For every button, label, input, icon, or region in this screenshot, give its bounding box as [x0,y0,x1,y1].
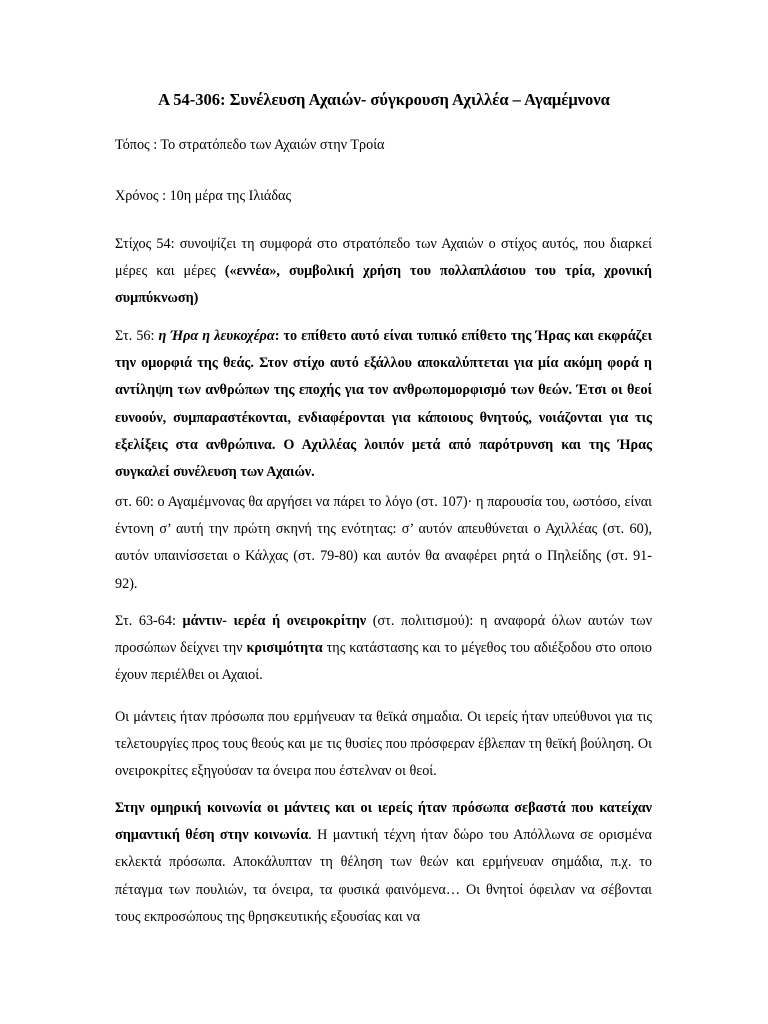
paragraph-verse-63-64-text-1: (στ. πολιτισμού): η αναφορά όλων αυτών των προσώπων δείχνει την [115,613,653,657]
paragraph-verse-56 [115,323,652,486]
place-line: Τόπος : Το στρατόπεδο των Αχαιών στην Τροία [115,137,385,153]
paragraph-verse-60: στ. 60: ο Αγαμέμνονας θα αργήσει να πάρει το λόγο (στ. 107)· η παρουσία του, ωστόσο, είναι έντονη σ’ αυτή την πρώτη σκηνή της ενότητας: σ’ αυτόν απευθύνεται ο Αχιλλέας (στ. 60), αυτόν υπαινίσσεται ο Κάλχας (στ. 79-80) και αυτόν θα αναφέρει ρητά ο Πηλείδης (στ. 91-92). [115,494,652,592]
paragraph-verse-63-64 [115,608,652,690]
paragraph-verse-56-bold-2: Στον στίχο αυτό εξάλλου αποκαλύπτεται για μία ακόμη φορά η αντίληψη των ανθρώπων της εποχής για τον ανθρωπομορφισμό των θεών. Έτσι οι θεοί ευνοούν, συμπαραστέκονται, ενδιαφέρονται για κάποιους θνητούς, νοιάζονται για τις εξελίξεις στα ανθρώπινα. Ο Αχιλλέας λοιπόν μετά από παρότρυνση και της Ήρας συγκαλεί συνέλευση των Αχαιών. [115,355,652,481]
paragraph-verse-63-64-text-2: της κατάστασης και το μέγεθος του αδιέξοδου στο οποιο έχουν περιέλθει οι Αχαιοί. [115,640,652,684]
paragraph-verse-63-64-prefix: Στ. 63-64: [115,613,183,629]
time-line: Χρόνος : 10η μέρα της Ιλιάδας [115,188,292,204]
paragraph-verse-54-text: Στίχος 54: συνοψίζει τη συμφορά στο στρατόπεδο των Αχαιών ο στίχος αυτός, που διαρκεί μέρες και μέρες [115,236,652,280]
paragraph-homeric-society-text: . Η μαντική τέχνη ήταν δώρο του Απόλλωνα σε ορισμένα εκλεκτά πρόσωπα. Αποκάλυπταν τη θέληση των θεών και ερμήνευαν σημάδια, π.χ. το πέταγμα των πουλιών, τα όνειρα, τα φυσικά φαινόμενα… Οι θνητοί όφειλαν να σέβονται τους εκπροσώπους της θρησκευτικής εξουσίας και να [115,827,652,925]
paragraph-verse-63-64-terms: μάντιν- ιερέα ή ονειροκρίτην [182,613,367,629]
paragraph-verse-56-epithet: η Ήρα η λευκοχέρα [158,328,275,344]
paragraph-verse-63-64-critical: κρισιμότητα [246,640,323,657]
document-title: Α 54-306: Συνέλευση Αχαιών- σύγκρουση Αχιλλέα – Αγαμέμνονα [158,90,610,109]
paragraph-verse-54-bold: («εννέα», συμβολική χρήση του πολλαπλάσιου του τρία, χρονική συμπύκνωση) [115,263,652,307]
paragraph-homeric-society [115,795,652,931]
paragraph-verse-54 [115,231,652,313]
paragraph-verse-56-prefix: Στ. 56: [115,328,159,344]
paragraph-seers: Οι μάντεις ήταν πρόσωπα που ερμήνευαν τα θεϊκά σημαδια. Οι ιερείς ήταν υπεύθυνοι για τις τελετουργίες προς τους θεούς και με τις θυσίες που πρόσφεραν έβλεπαν τη θεϊκή βούληση. Οι ονειροκρίτες εξηγούσαν τα όνειρα που έστελναν οι θεοί. [115,709,652,780]
paragraph-verse-56-bold-1: : το επίθετο αυτό είναι τυπικό επίθετο της Ήρας και εκφράζει την ομορφιά της θεάς. [115,328,653,372]
paragraph-homeric-society-bold: Στην ομηρική κοινωνία οι μάντεις και οι ιερείς ήταν πρόσωπα σεβαστά που κατείχαν σημαντική θέση στην κοινωνία [115,800,652,844]
